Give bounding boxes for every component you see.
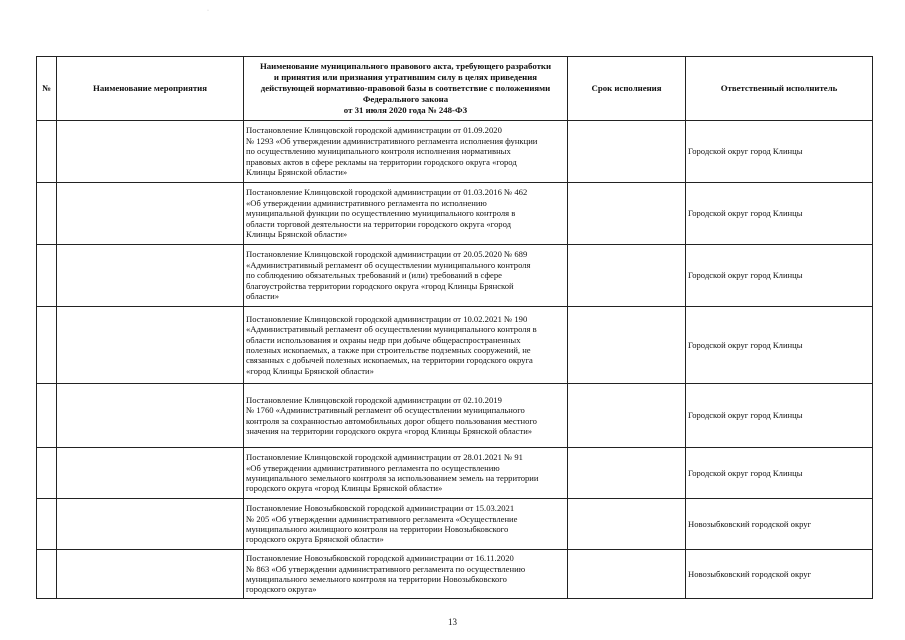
event-cell [57, 307, 244, 384]
number-cell [37, 384, 57, 448]
number-cell [37, 183, 57, 245]
table-row [37, 499, 873, 550]
deadline-cell [568, 499, 686, 550]
number-cell [37, 550, 57, 599]
scan-mark: · [207, 8, 209, 14]
deadline-cell [568, 121, 686, 183]
number-cell [37, 121, 57, 183]
responsible-cell: Новозыбковский городской округ [686, 499, 873, 550]
responsible-cell: Городской округ город Клинцы [686, 183, 873, 245]
header-responsible: Ответственный исполнитель [686, 57, 873, 121]
responsible-cell: Городской округ город Клинцы [686, 384, 873, 448]
table-row [37, 183, 873, 245]
number-cell [37, 307, 57, 384]
event-cell [57, 121, 244, 183]
event-cell [57, 448, 244, 499]
event-cell [57, 550, 244, 599]
responsible-cell: Городской округ город Клинцы [686, 448, 873, 499]
legal-act-cell: Постановление Клинцовской городской администрации от 02.10.2019 № 1760 «Административный регламент об осуществлении муниципального контроля за сохранностью автомобильных дорог общего пользования местного значения на территории городского округа «город Клинцы Брянской области» [244, 384, 568, 448]
header-legal-act-line: Федерального закона [362, 94, 449, 104]
legal-act-cell: Постановление Клинцовской городской администрации от 20.05.2020 № 689 «Административный регламент об осуществлении муниципального контроля по соблюдению обязательных требований и (или) требований в сфере благоустройства территории городского округа «город Клинцы Брянской области» [244, 245, 568, 307]
table-row [37, 550, 873, 599]
header-legal-act-line: действующей нормативно-правовой базы в соответствие с положениями [260, 83, 551, 93]
legal-act-cell: Постановление Новозыбковской городской администрации от 15.03.2021 № 205 «Об утверждении административного регламента «Осуществление муниципального жилищного контроля на территории Новозыбковского городского округа Брянской области» [244, 499, 568, 550]
header-event-name: Наименование мероприятия [57, 57, 244, 121]
deadline-cell [568, 245, 686, 307]
deadline-cell [568, 384, 686, 448]
legal-act-cell: Постановление Клинцовской городской администрации от 01.09.2020 № 1293 «Об утверждении административного регламента исполнения функции по осуществлению муниципального контроля исполнения нормативных правовых актов в сфере рекламы на территории городского округа «город Клинцы Брянской области» [244, 121, 568, 183]
legal-act-cell: Постановление Клинцовской городской администрации от 01.03.2016 № 462 «Об утверждении административного регламента по исполнению муниципальной функции по осуществлению муниципального контроля в области торговой деятельности на территории городского округа «город Клинцы Брянской области» [244, 183, 568, 245]
header-legal-act [244, 57, 568, 121]
event-cell [57, 183, 244, 245]
legal-act-cell: Постановление Клинцовской городской администрации от 10.02.2021 № 190 «Административный регламент об осуществлении муниципального контроля в области использования и охраны недр при добыче общераспространенных полезных ископаемых, а также при строительстве подземных сооружений, не связанных с добычей полезных ископаемых, на территории городского округа «город Клинцы Брянской области» [244, 307, 568, 384]
page-number: 13 [448, 617, 457, 627]
measures-table [36, 56, 873, 599]
responsible-cell: Городской округ город Клинцы [686, 121, 873, 183]
deadline-cell [568, 448, 686, 499]
deadline-cell [568, 183, 686, 245]
table-row [37, 384, 873, 448]
event-cell [57, 384, 244, 448]
responsible-cell: Городской округ город Клинцы [686, 245, 873, 307]
header-legal-act-line: Наименование муниципального правового акта, требующего разработки [259, 61, 552, 71]
header-number: № [37, 57, 57, 121]
table-row [37, 448, 873, 499]
number-cell [37, 499, 57, 550]
header-legal-act-line: и принятия или признания утратившим силу в целях приведения [273, 72, 538, 82]
header-deadline: Срок исполнения [568, 57, 686, 121]
number-cell [37, 448, 57, 499]
legal-act-cell: Постановление Новозыбковской городской администрации от 16.11.2020 № 863 «Об утверждении административного регламента по осуществлению муниципального земельного контроля на территории Новозыбковского городского округа» [244, 550, 568, 599]
header-legal-act-line: от 31 июля 2020 года № 248-ФЗ [343, 105, 468, 115]
event-cell [57, 499, 244, 550]
table-row [37, 245, 873, 307]
responsible-cell: Городской округ город Клинцы [686, 307, 873, 384]
legal-act-cell: Постановление Клинцовской городской администрации от 28.01.2021 № 91 «Об утверждении административного регламента по осуществлению муниципального земельного контроля за использованием земель на территории городского округа «город Клинцы Брянской области» [244, 448, 568, 499]
responsible-cell: Новозыбковский городской округ [686, 550, 873, 599]
deadline-cell [568, 307, 686, 384]
table-row [37, 307, 873, 384]
event-cell [57, 245, 244, 307]
number-cell [37, 245, 57, 307]
deadline-cell [568, 550, 686, 599]
table-header-row [37, 57, 873, 121]
table-row [37, 121, 873, 183]
